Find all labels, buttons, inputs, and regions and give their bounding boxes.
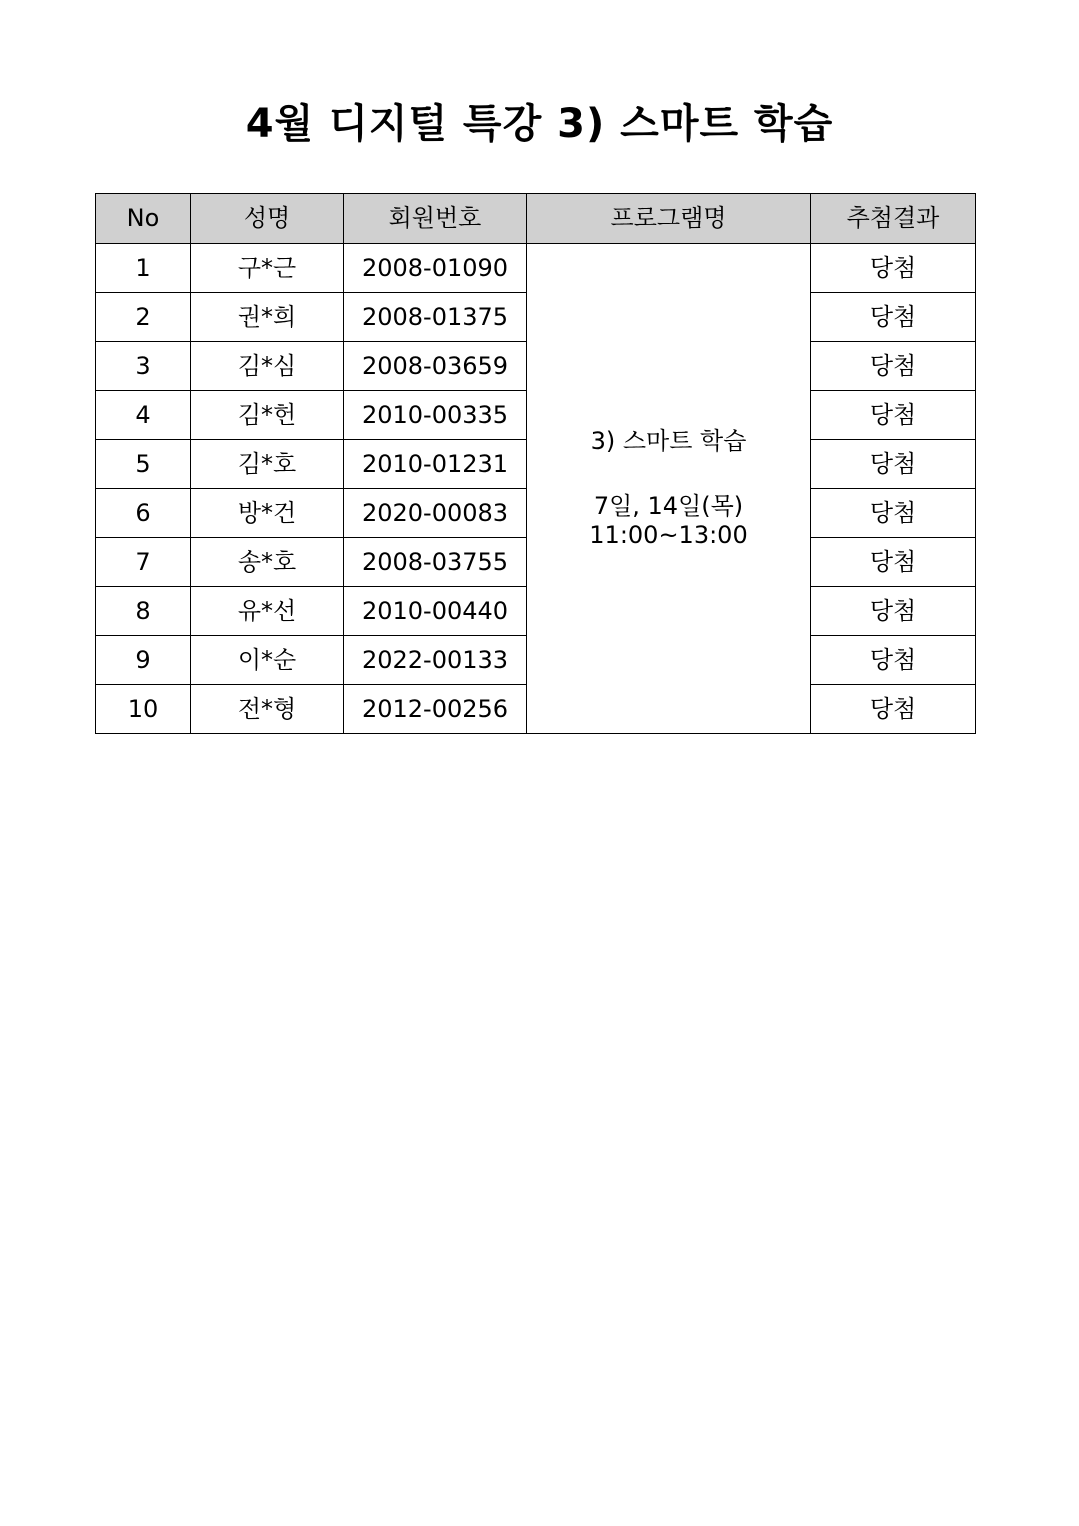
row-member-id: 2022-00133 (344, 636, 527, 685)
page-title: 4월 디지털 특강 3) 스마트 학습 (245, 101, 834, 147)
lottery-results-table (95, 193, 976, 734)
row-name: 전*형 (191, 685, 344, 734)
row-name: 이*순 (191, 636, 344, 685)
row-no: 8 (96, 587, 191, 636)
row-no: 6 (96, 489, 191, 538)
row-member-id: 2008-03755 (344, 538, 527, 587)
row-no: 3 (96, 342, 191, 391)
header-program: 프로그램명 (527, 194, 811, 244)
program-cell (527, 244, 811, 734)
program-name: 3) 스마트 학습 (590, 427, 747, 456)
row-result: 당첨 (811, 489, 976, 538)
row-member-id: 2008-01090 (344, 244, 527, 293)
row-no: 5 (96, 440, 191, 489)
row-member-id: 2010-00440 (344, 587, 527, 636)
row-result: 당첨 (811, 342, 976, 391)
row-member-id: 2020-00083 (344, 489, 527, 538)
program-dates: 7일, 14일(목) (593, 492, 744, 521)
row-result: 당첨 (811, 244, 976, 293)
table-header-row (96, 194, 976, 244)
row-name: 방*건 (191, 489, 344, 538)
row-no: 7 (96, 538, 191, 587)
row-result: 당첨 (811, 293, 976, 342)
table-row (96, 244, 976, 293)
row-member-id: 2012-00256 (344, 685, 527, 734)
row-member-id: 2010-01231 (344, 440, 527, 489)
row-no: 2 (96, 293, 191, 342)
row-name: 구*근 (191, 244, 344, 293)
header-no: No (96, 194, 191, 244)
program-time: 11:00~13:00 (589, 520, 748, 549)
row-result: 당첨 (811, 538, 976, 587)
row-no: 1 (96, 244, 191, 293)
row-result: 당첨 (811, 391, 976, 440)
row-result: 당첨 (811, 685, 976, 734)
row-name: 송*호 (191, 538, 344, 587)
row-member-id: 2008-03659 (344, 342, 527, 391)
row-no: 10 (96, 685, 191, 734)
row-result: 당첨 (811, 636, 976, 685)
row-member-id: 2008-01375 (344, 293, 527, 342)
header-result: 추첨결과 (811, 194, 976, 244)
row-name: 김*심 (191, 342, 344, 391)
row-no: 4 (96, 391, 191, 440)
row-name: 김*호 (191, 440, 344, 489)
row-name: 권*희 (191, 293, 344, 342)
row-result: 당첨 (811, 587, 976, 636)
row-member-id: 2010-00335 (344, 391, 527, 440)
row-name: 김*헌 (191, 391, 344, 440)
header-member-id: 회원번호 (344, 194, 527, 244)
header-name: 성명 (191, 194, 344, 244)
row-name: 유*선 (191, 587, 344, 636)
row-no: 9 (96, 636, 191, 685)
row-result: 당첨 (811, 440, 976, 489)
